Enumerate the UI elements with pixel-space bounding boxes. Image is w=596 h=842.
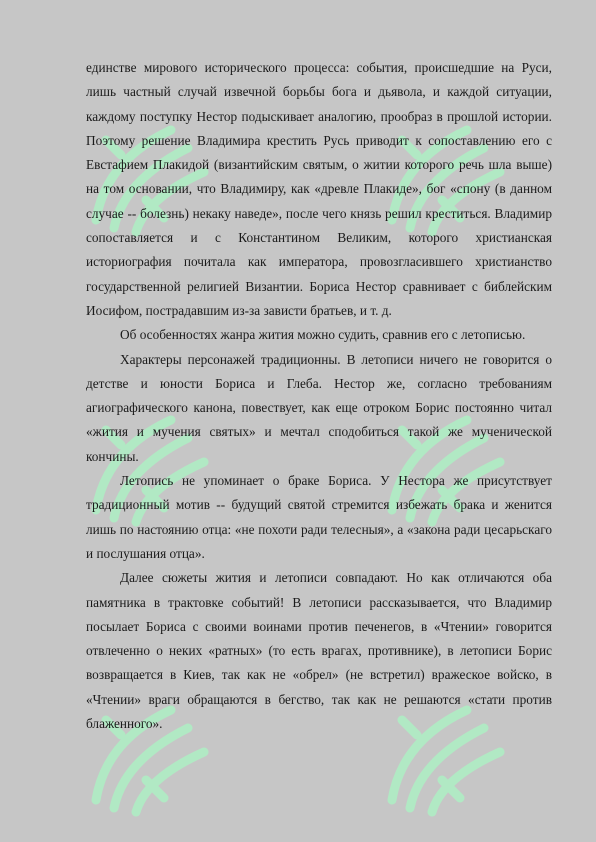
paragraph-continuation: единстве мирового исторического процесса: события, происшедшие на Руси, лишь частный случай извечной борьбы бога и дьявола, и каждой ситуации, каждому поступку Нестор подыскивает аналогию, прообраз в прошлой истории. Поэтому решение Владимира крестить Русь приводит к сопоставлению его с Евстафием Плакидой (византийским святым, о житии которого речь шла выше) на том основании, что Владимиру, как «древле Плакиде», бог «спону (в данном случае -- болезнь) некаку наведе», после чего князь решил креститься. Владимир сопоставляется и с Константином Великим, которого христианская историография почитала как императора, провозгласившего христианство государственной религией Византии. Бориса Нестор сравнивает с библейским Иосифом, пострадавшим из-за зависти братьев, и т. д. xyxy=(86,60,552,318)
paragraph: Далее сюжеты жития и летописи совпадают. Но как отличаются оба памятника в трактовке событий! В летописи рассказывается, что Владимир посылает Бориса с своими воинами против печенегов, в «Чтении» говорится отвлеченно о неких «ратных» (то есть врагах, противнике), в летописи Борис возвращается в Киев, так как не «обрел» (не встретил) вражеское войско, в «Чтении» враги обращаются в бегство, так как не решаются «стати против блаженного». xyxy=(86,570,552,732)
paragraph: Характеры персонажей традиционны. В летописи ничего не говорится о детстве и юности Бориса и Глеба. Нестор же, согласно требованиям агиографического канона, повествует, как еще отроком Борис постоянно читал «жития и мучения святых» и мечтал сподобиться такой же мученической кончины. xyxy=(86,351,552,464)
body-text xyxy=(86,56,552,736)
paragraph: Об особенностях жанра жития можно судить, сравнив его с летописью. xyxy=(120,327,526,343)
paragraph: Летопись не упоминает о браке Бориса. У Нестора же присутствует традиционный мотив -- будущий святой стремится избежать брака и женится лишь по настоянию отца: «не похоти ради телесныя», а «закона ради цесарьскаго и послушания отца». xyxy=(86,473,552,561)
